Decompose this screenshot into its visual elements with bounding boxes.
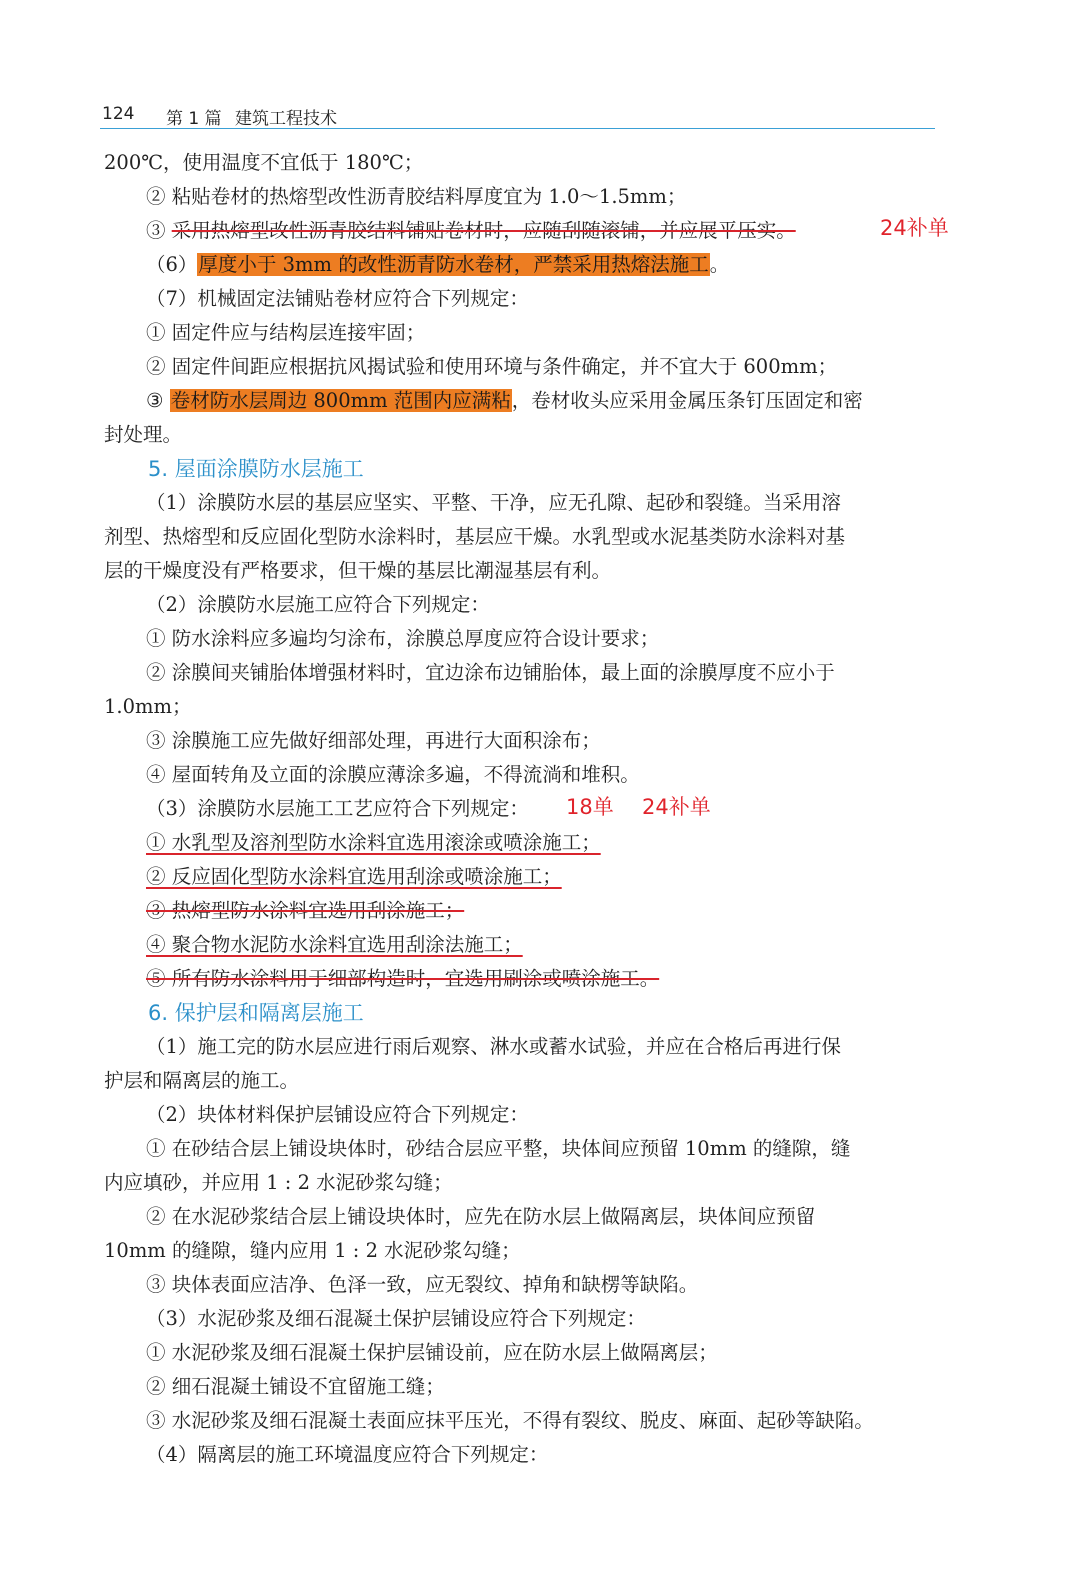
header-rule [100,128,935,129]
text-line: （4）隔离层的施工环境温度应符合下列规定： [146,1443,549,1466]
item-marker: （6） [146,253,198,276]
struck-text: 采用热熔型改性沥青胶结料铺贴卷材时，应随刮随滚铺，并应展平压实。 [171,219,796,242]
struck-text: ⑤ 所有防水涂料用于细部构造时，宜选用刷涂或喷涂施工。 [146,967,660,990]
underlined-text: ① 水乳型及溶剂型防水涂料宜选用滚涂或喷涂施工； [146,831,601,854]
underlined-text: ② 反应固化型防水涂料宜选用刮涂或喷涂施工； [146,865,562,888]
text-line [146,214,936,248]
text-line: ③ 水泥砂浆及细石混凝土表面应抹平压光，不得有裂纹、脱皮、麻面、起砂等缺陷。 [146,1409,874,1432]
text-line: ② 在水泥砂浆结合层上铺设块体时，应先在防水层上做隔离层，块体间应预留 [146,1205,816,1228]
text-line [146,928,936,962]
text-line [146,860,936,894]
item-marker: ③ [146,219,172,242]
handwritten-note: 24补单 [880,216,949,240]
text-line [146,894,936,928]
text-line: 封处理。 [104,423,183,446]
text-line: （1）涂膜防水层的基层应坚实、平整、干净，应无孔隙、起砂和裂缝。当采用溶 [146,491,841,514]
text-line: ② 粘贴卷材的热熔型改性沥青胶结料厚度宜为 1.0～1.5mm； [146,185,687,208]
item-marker: ③ [146,389,170,412]
text-line: 剂型、热熔型和反应固化型防水涂料时，基层应干燥。水乳型或水泥基类防水涂料对基 [104,525,846,548]
part-title: 建筑工程技术 [235,109,337,129]
text-line: 200℃，使用温度不宜低于 180℃； [104,151,424,174]
text-line: 1.0mm； [104,695,192,718]
part-label: 第 1 篇 [166,109,222,129]
text-line: ③ 涂膜施工应先做好细部处理，再进行大面积涂布； [146,729,601,752]
text-line: ① 固定件应与结构层连接牢固； [146,321,426,344]
highlighted-text: 卷材防水层周边 800mm 范围内应满粘 [170,389,511,412]
text-line: 护层和隔离层的施工。 [104,1069,300,1092]
section-heading: 6. 保护层和隔离层施工 [148,1001,364,1025]
handwritten-note: 24补单 [642,795,711,819]
text-line: ② 细石混凝土铺设不宜留施工缝； [146,1375,445,1398]
text-line: （2）涂膜防水层施工应符合下列规定： [146,593,490,616]
text-line: ① 水泥砂浆及细石混凝土保护层铺设前，应在防水层上做隔离层； [146,1341,718,1364]
text-line: ① 防水涂料应多遍均匀涂布，涂膜总厚度应符合设计要求； [146,627,660,650]
text-line: ② 涂膜间夹铺胎体增强材料时，宜边涂布边铺胎体，最上面的涂膜厚度不应小于 [146,661,835,684]
text-line: （2）块体材料保护层铺设应符合下列规定： [146,1103,529,1126]
text-line: 内应填砂，并应用 1 : 2 水泥砂浆勾缝； [104,1171,453,1194]
text-line: （3）水泥砂浆及细石混凝土保护层铺设应符合下列规定： [146,1307,646,1330]
text-line [146,248,936,282]
text-span: ，卷材收头应采用金属压条钉压固定和密 [511,389,863,412]
text-line [146,962,936,996]
text-line: 层的干燥度没有严格要求，但干燥的基层比潮湿基层有利。 [104,559,612,582]
page-number: 124 [102,104,135,124]
text-line: ① 在砂结合层上铺设块体时，砂结合层应平整，块体间应预留 10mm 的缝隙，缝 [146,1137,851,1160]
handwritten-note: 18单 [566,795,614,819]
text-line: （3）涂膜防水层施工工艺应符合下列规定： [146,797,529,820]
text-line: 10mm 的缝隙，缝内应用 1 : 2 水泥砂浆勾缝； [104,1239,521,1262]
text-line: ② 固定件间距应根据抗风揭试验和使用环境与条件确定，并不宜大于 600mm； [146,355,838,378]
highlighted-text: 厚度小于 3mm 的改性沥青防水卷材，严禁采用热熔法施工 [198,253,709,276]
text-line: ④ 屋面转角及立面的涂膜应薄涂多遍，不得流淌和堆积。 [146,763,640,786]
text-span: 。 [709,253,730,276]
struck-text: ③ 热熔型防水涂料宜选用刮涂施工； [146,899,465,922]
text-line [146,384,936,418]
section-heading: 5. 屋面涂膜防水层施工 [148,457,364,481]
text-line: （7）机械固定法铺贴卷材应符合下列规定： [146,287,529,310]
page-header [100,100,935,130]
text-line: ③ 块体表面应洁净、色泽一致，应无裂纹、掉角和缺楞等缺陷。 [146,1273,699,1296]
text-line: （1）施工完的防水层应进行雨后观察、淋水或蓄水试验，并应在合格后再进行保 [146,1035,841,1058]
text-line [146,826,936,860]
underlined-text: ④ 聚合物水泥防水涂料宜选用刮涂法施工； [146,933,523,956]
